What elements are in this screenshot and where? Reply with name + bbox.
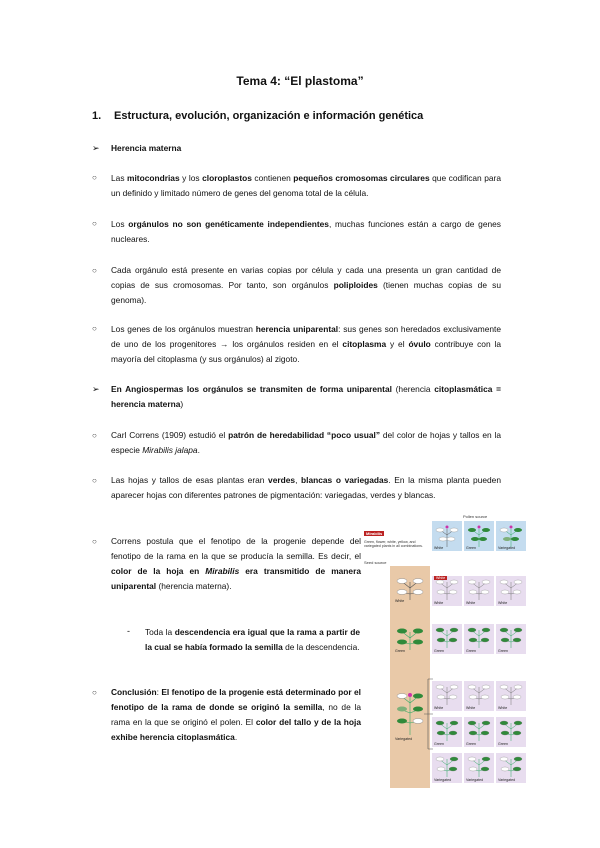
mirabilis-cross-figure: [364, 514, 526, 788]
paragraph-5: En Angiospermas los orgánulos se transmiten de forma uniparental (herencia citoplasmática = herencia materna): [111, 384, 501, 409]
paragraph-1: Las mitocondrias y los cloroplastos contienen pequeños cromosomas circulares que codifican para un definido y limitado número de genes del genoma total de la célula.: [111, 173, 501, 198]
cell-label: White: [498, 706, 508, 710]
seed-plant-white: [392, 574, 428, 604]
dash-bullet: -: [127, 626, 130, 636]
offspring-cell: [464, 717, 494, 747]
pollen-cell-green: [464, 521, 494, 551]
subheading-herencia-materna: Herencia materna: [111, 143, 182, 153]
pollen-cell-variegated: [496, 521, 526, 551]
cell-label: Green: [466, 546, 476, 550]
cell-label: White: [466, 706, 476, 710]
circle-bullet-icon: ○: [92, 219, 97, 228]
variegated-leaf-icon: [464, 753, 494, 779]
variegated-leaf-icon: [432, 753, 462, 779]
white-leaf-icon: [432, 681, 462, 707]
cell-label: Variegated: [498, 546, 516, 550]
white-leaf-icon: [496, 576, 526, 602]
seed-source-label: Seed source: [364, 560, 387, 565]
paragraph-6: Carl Correns (1909) estudió el patrón de heredabilidad “poco usual” del color de hojas y tallos en la especie Mirabilis jalapa.: [111, 430, 501, 455]
offspring-cell: [464, 753, 494, 783]
white-tag: White: [436, 576, 446, 580]
mirabilis-text: Green, flower, white, yellow, and variegated plants in all combinations.: [364, 540, 423, 549]
cell-label: White: [434, 546, 444, 550]
paragraph-10: Conclusión: El fenotipo de la progenie está determinado por el fenotipo de la rama de donde se originó la semilla, no de la rama en la que se originó el polen. El color del tallo y de la hoja exhibe herencia citoplasmática.: [111, 687, 361, 742]
offspring-cell: [432, 576, 462, 606]
green-leaf-icon: [464, 717, 494, 743]
paragraph-7: Las hojas y tallos de esas plantas eran verdes, blancas o variegadas. En la misma planta pueden aparecer hojas con diferentes patrones de pigmentación: variegadas, verdes y blancas.: [111, 475, 501, 500]
cell-label: White: [466, 601, 476, 605]
offspring-cell: [496, 753, 526, 783]
offspring-cell: [496, 624, 526, 654]
cell-label: Green: [498, 649, 508, 653]
section-heading: [92, 110, 423, 122]
white-leaf-icon: [464, 681, 494, 707]
cell-label: Variegated: [498, 778, 516, 782]
seed-plant-label: Green: [395, 649, 405, 653]
white-leaf-icon: [496, 681, 526, 707]
seed-plant-label: White: [395, 599, 405, 603]
offspring-cell: [496, 717, 526, 747]
section-label: Estructura, evolución, organización e información genética: [114, 110, 424, 122]
green-leaf-icon: [464, 624, 494, 650]
paragraph-2: Los orgánulos no son genéticamente independientes, muchas funciones están a cargo de genes nucleares.: [111, 219, 501, 244]
cell-label: Green: [466, 649, 476, 653]
offspring-cell: [432, 717, 462, 747]
arrow-bullet-icon: ➢: [92, 384, 100, 394]
green-leaf-icon: [432, 624, 462, 650]
mirabilis-tag: Mirabilis: [366, 531, 383, 536]
offspring-cell: [432, 624, 462, 654]
paragraph-3: Cada orgánulo está presente en varias copias por célula y cada una presenta un gran cantidad de copias de sus cromosomas. Por tanto, son orgánulos poliploides (tienen muchas copias de su genoma).: [111, 265, 502, 305]
variegated-plant-icon: [392, 689, 428, 739]
offspring-cell: [464, 681, 494, 711]
variegated-leaf-icon: [496, 753, 526, 779]
page-title: Tema 4: “El plastoma”: [236, 74, 364, 88]
circle-bullet-icon: ○: [92, 537, 97, 546]
section-number: 1.: [92, 110, 102, 122]
circle-bullet-icon: ○: [92, 431, 97, 440]
arrow-bullet-icon: ➢: [92, 143, 100, 153]
circle-bullet-icon: ○: [92, 688, 97, 697]
offspring-cell: [464, 624, 494, 654]
circle-bullet-icon: ○: [92, 266, 97, 275]
green-leaf-icon: [432, 717, 462, 743]
seed-plant-green: [392, 624, 428, 654]
offspring-cell: [432, 753, 462, 783]
paragraph-9: Toda la descendencia era igual que la rama a partir de la cual se había formado la semilla de la descendencia.: [145, 627, 360, 652]
seed-plant-variegated: [392, 689, 428, 739]
white-leaf-icon: [464, 576, 494, 602]
cell-label: White: [434, 601, 444, 605]
paragraph-4: Los genes de los orgánulos muestran herencia uniparental: sus genes son heredados exclusivamente de uno de los progenitores → los orgánulos residen en el citoplasma y el óvulo contribuye con la mayoría del citoplasma (y sus orgánulos) al zigoto.: [111, 324, 501, 364]
offspring-cell: [496, 681, 526, 711]
cell-label: Green: [498, 742, 508, 746]
offspring-cell: [464, 576, 494, 606]
offspring-cell: [432, 681, 462, 711]
cell-label: White: [434, 706, 444, 710]
cell-label: Green: [434, 649, 444, 653]
circle-bullet-icon: ○: [92, 324, 97, 333]
offspring-cell: [496, 576, 526, 606]
green-leaf-icon: [496, 717, 526, 743]
paragraph-8: Correns postula que el fenotipo de la progenie depende del fenotipo de la rama en la que se producía la semilla. Es decir, el color de la hoja en Mirabilis era transmitido de manera uniparental (herencia materna).: [111, 536, 361, 591]
mirabilis-note: [364, 522, 424, 558]
cell-label: White: [498, 601, 508, 605]
circle-bullet-icon: ○: [92, 173, 97, 182]
circle-bullet-icon: ○: [92, 476, 97, 485]
cell-label: Variegated: [434, 778, 452, 782]
cell-label: Variegated: [466, 778, 484, 782]
green-leaf-icon: [496, 624, 526, 650]
pollen-cell-white: [432, 521, 462, 551]
cell-label: Green: [434, 742, 444, 746]
seed-plant-label: Variegated: [395, 737, 413, 741]
cell-label: Green: [466, 742, 476, 746]
pollen-source-label: Pollen source: [463, 514, 488, 519]
offspring-grid: [432, 521, 526, 788]
